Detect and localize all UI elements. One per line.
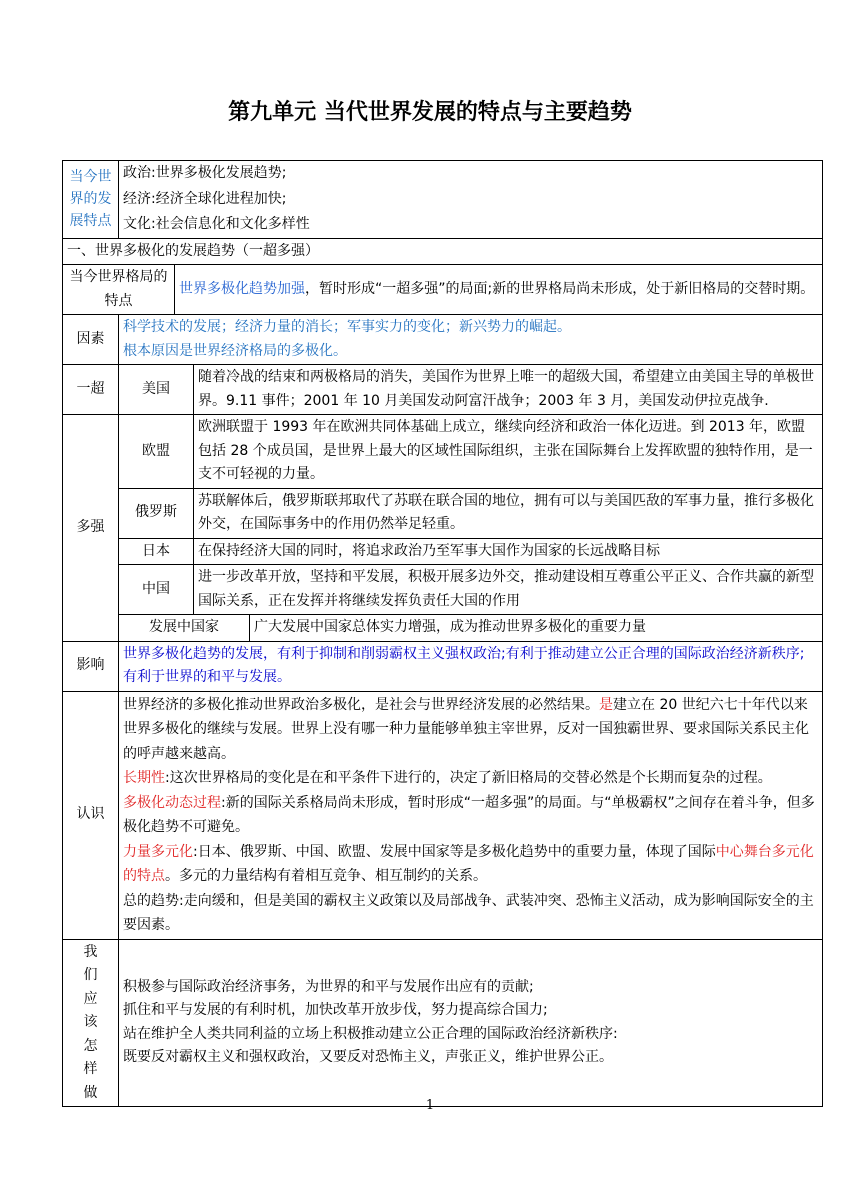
superpower-text: 随着冷战的结束和两极格局的消失，美国作为世界上唯一的超级大国，希望建立由美国主导的单极世界。9.11 事件；2001 年 10 月美国发动阿富汗战争；2003 年 3 月，美国发动伊拉克战争. (194, 365, 823, 415)
pattern-row (63, 265, 823, 315)
developing-text: 广大发展中国家总体实力增强，成为推动世界多极化的重要力量 (250, 615, 823, 642)
power-row (63, 565, 823, 615)
factors-label: 因素 (63, 315, 119, 365)
superpower-label: 一超 (63, 365, 119, 415)
todo-line: 积极参与国际政治经济事务，为世界的和平与发展作出应有的贡献; (123, 978, 534, 995)
pattern-label: 当今世界格局的特点 (63, 265, 175, 315)
page-number: 1 (425, 1098, 435, 1113)
power-name: 俄罗斯 (119, 488, 194, 538)
powers-label: 多强 (63, 415, 119, 642)
developing-name: 发展中国家 (119, 615, 250, 642)
power-row (63, 538, 823, 565)
understanding-para-1: 世界经济的多极化推动世界政治多极化，是社会与世界经济发展的必然结果。是建立在 20 世纪六七十年代以来世界多极化的继续与发展。世界上没有哪一种力量能够单独主宰世界，反对一国独霸世界、要求国际关系民主化的呼声越来越高。 (123, 696, 809, 762)
features-label: 当今世界的发展特点 (63, 161, 119, 239)
features-line-3: 文化:社会信息化和文化多样性 (119, 212, 823, 238)
factors-text (119, 315, 823, 365)
pattern-text (175, 265, 823, 315)
understanding-row (63, 691, 823, 939)
understanding-label: 认识 (63, 691, 119, 939)
factors-row (63, 315, 823, 365)
power-name: 日本 (119, 538, 194, 565)
page-title: 第九单元 当代世界发展的特点与主要趋势 (228, 100, 632, 125)
power-name: 欧盟 (119, 415, 194, 489)
power-name: 中国 (119, 565, 194, 615)
todo-line: 抓住和平与发展的有利时机，加快改革开放步伐，努力提高综合国力; (123, 1002, 548, 1019)
section-heading: 一、世界多极化的发展趋势（一超多强） (63, 238, 823, 265)
power-text: 进一步改革开放，坚持和平发展，积极开展多边外交，推动建设相互尊重公平正义、合作共赢的新型国际关系，正在发挥并将继续发挥负责任大国的作用 (194, 565, 823, 615)
impact-text: 世界多极化趋势的发展，有利于抑制和削弱霸权主义强权政治;有利于推动建立公正合理的国际政治经济新秩序;有利于世界的和平与发展。 (119, 641, 823, 691)
power-text: 欧洲联盟于 1993 年在欧洲共同体基础上成立，继续向经济和政治一体化迈进。到 2013 年，欧盟包括 28 个成员国，是世界上最大的区域性国际组织，主张在国际舞台上发挥欧盟的独特作用，是一支不可轻视的力量。 (194, 415, 823, 489)
understanding-text (119, 691, 823, 939)
todo-line: 既要反对霸权主义和强权政治，又要反对恐怖主义，声张正义，维护世界公正。 (123, 1049, 613, 1066)
todo-text (119, 939, 823, 1107)
superpower-row (63, 365, 823, 415)
superpower-country: 美国 (119, 365, 194, 415)
todo-row (63, 939, 823, 1107)
factors-line-1: 科学技术的发展；经济力量的消长；军事实力的变化；新兴势力的崛起。 (123, 319, 571, 335)
power-row (63, 488, 823, 538)
pattern-highlight: 世界多极化趋势加强 (179, 280, 305, 297)
power-text: 在保持经济大国的同时，将追求政治乃至军事大国作为国家的长远战略目标 (194, 538, 823, 565)
features-line-2: 经济:经济全球化进程加快; (119, 187, 823, 213)
understanding-para-2: 长期性:这次世界格局的变化是在和平条件下进行的，决定了新旧格局的交替必然是个长期而复杂的过程。 (123, 770, 772, 786)
power-row (63, 415, 823, 489)
features-row (63, 161, 823, 187)
pattern-rest: ，暂时形成“一超多强”的局面;新的世界格局尚未形成，处于新旧格局的交替时期。 (305, 280, 815, 297)
todo-label: 我们应该怎样做 (63, 939, 119, 1107)
understanding-para-5: 总的趋势:走向缓和，但是美国的霸权主义政策以及局部战争、武装冲突、恐怖主义活动，成为影响国际安全的主要因素。 (123, 892, 814, 933)
impact-row (63, 641, 823, 691)
todo-line: 站在维护全人类共同利益的立场上积极推动建立公正合理的国际政治经济新秩序: (123, 1025, 618, 1042)
understanding-para-4: 力量多元化:日本、俄罗斯、中国、欧盟、发展中国家等是多极化趋势中的重要力量，体现了国际中心舞台多元化的特点。多元的力量结构有着相互竞争、相互制约的关系。 (123, 843, 814, 884)
factors-line-2: 根本原因是世界经济格局的多极化。 (123, 342, 347, 359)
understanding-para-3: 多极化动态过程:新的国际关系格局尚未形成，暂时形成“一超多强”的局面。与“单极霸权”之间存在着斗争，但多极化趋势不可避免。 (123, 794, 815, 835)
impact-label: 影响 (63, 641, 119, 691)
content-table (62, 160, 823, 1107)
developing-row (63, 615, 823, 642)
power-text: 苏联解体后，俄罗斯联邦取代了苏联在联合国的地位，拥有可以与美国匹敌的军事力量，推行多极化外交，在国际事务中的作用仍然举足轻重。 (194, 488, 823, 538)
features-line-1: 政治:世界多极化发展趋势; (119, 161, 823, 187)
